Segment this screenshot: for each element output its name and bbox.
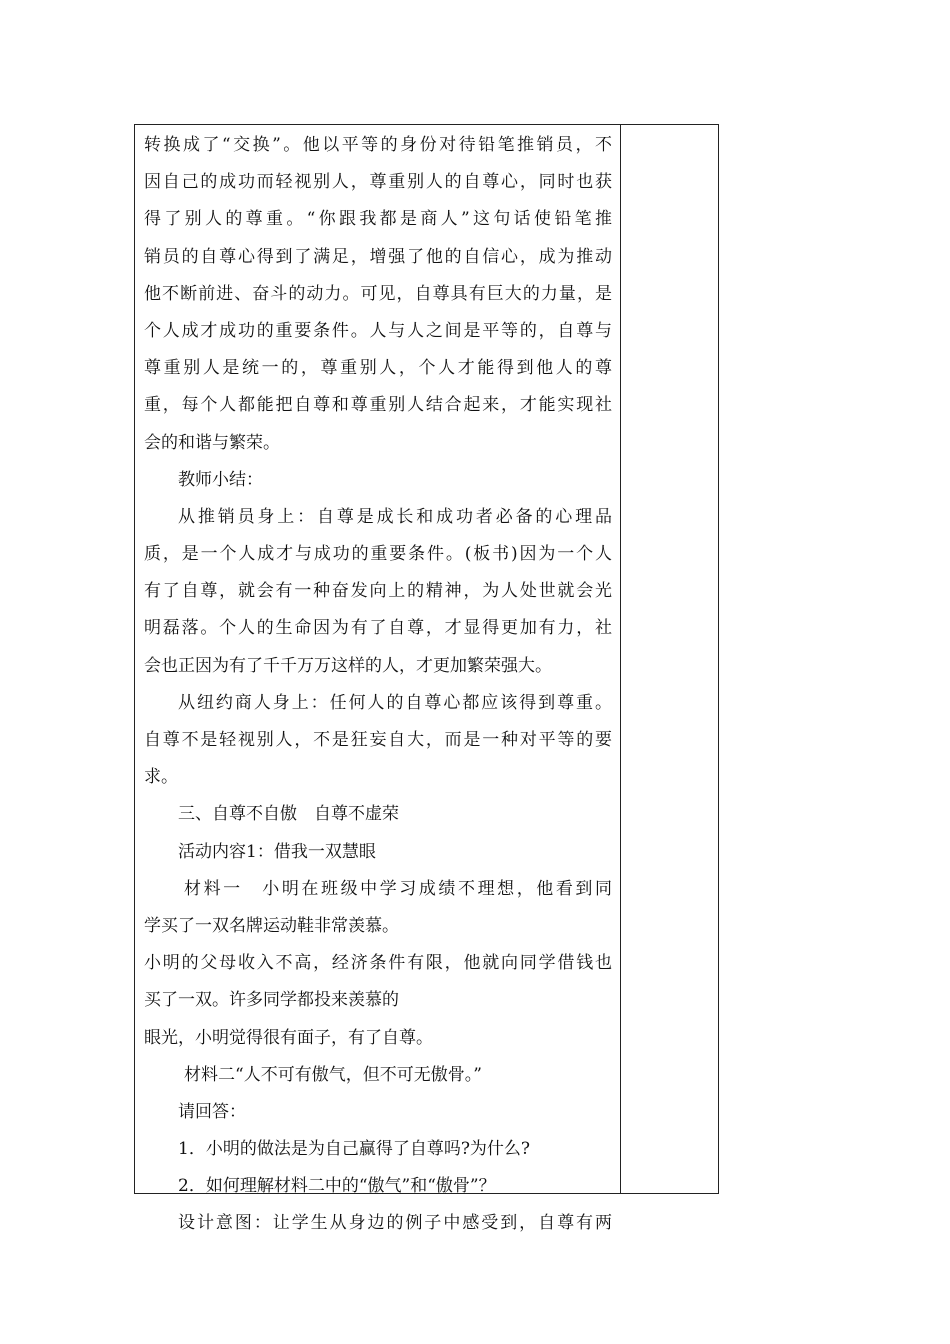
question-item: 1．小明的做法是为自己赢得了自尊吗?为什么?: [178, 1139, 531, 1160]
section-heading: 三、自尊不自傲 自尊不虚荣: [178, 804, 399, 825]
question-prompt: 请回答：: [178, 1101, 246, 1122]
text-line: 从纽约商人身上：任何人的自尊心都应该得到尊重。: [178, 692, 612, 713]
section-label: 教师小结：: [178, 469, 263, 490]
text-line: 求。: [144, 767, 178, 788]
lesson-table: [134, 124, 719, 1234]
text-line: 转换成了“交换”。他以平等的身份对待铅笔推销员，不: [144, 135, 612, 155]
text-line: 明磊落。个人的生命因为有了自尊，才显得更加有力，社: [144, 618, 612, 639]
text-line: 材料二“人不可有傲气，但不可无傲骨。”: [184, 1064, 482, 1085]
text-line: 材料一 小明在班级中学习成绩不理想，他看到同: [184, 878, 612, 899]
activity-title: 活动内容1：借我一双慧眼: [178, 841, 376, 862]
lesson-content-cell: [135, 125, 621, 1234]
text-line: 得了别人的尊重。“你跟我都是商人”这句话使铅笔推: [144, 209, 612, 230]
question-item: 2．如何理解材料二中的“傲气”和“傲骨”？: [178, 1176, 496, 1197]
text-line: 因自己的成功而轻视别人，尊重别人的自尊心，同时也获: [144, 172, 612, 193]
text-line: 重，每个人都能把自尊和尊重别人结合起来，才能实现社: [144, 395, 612, 416]
text-line: 他不断前进、奋斗的动力。可见，自尊具有巨大的力量，是: [144, 283, 612, 304]
notes-cell: [621, 125, 718, 1193]
text-line: 尊重别人是统一的，尊重别人，个人才能得到他人的尊: [144, 358, 612, 379]
text-line: 个人成才成功的重要条件。人与人之间是平等的，自尊与: [144, 320, 612, 341]
text-line: 小明的父母收入不高，经济条件有限，他就向同学借钱也: [144, 953, 612, 974]
text-line: 会的和谐与繁荣。: [144, 432, 280, 453]
text-line: 买了一双。许多同学都投来羡慕的: [144, 990, 399, 1011]
text-line: 设计意图：让学生从身边的例子中感受到，自尊有两: [178, 1213, 612, 1234]
text-line: 眼光，小明觉得很有面子，有了自尊。: [144, 1027, 433, 1048]
text-line: 学买了一双名牌运动鞋非常羡慕。: [144, 915, 399, 936]
text-line: 质，是一个人成才与成功的重要条件。(板书)因为一个人: [144, 544, 612, 565]
text-line: 自尊不是轻视别人，不是狂妄自大，而是一种对平等的要: [144, 730, 612, 750]
text-line: 销员的自尊心得到了满足，增强了他的自信心，成为推动: [144, 246, 612, 267]
text-line: 从推销员身上：自尊是成长和成功者必备的心理品: [178, 506, 612, 527]
text-line: 会也正因为有了千千万万这样的人，才更加繁荣强大。: [144, 655, 552, 676]
text-line: 有了自尊，就会有一种奋发向上的精神，为人处世就会光: [144, 581, 612, 602]
